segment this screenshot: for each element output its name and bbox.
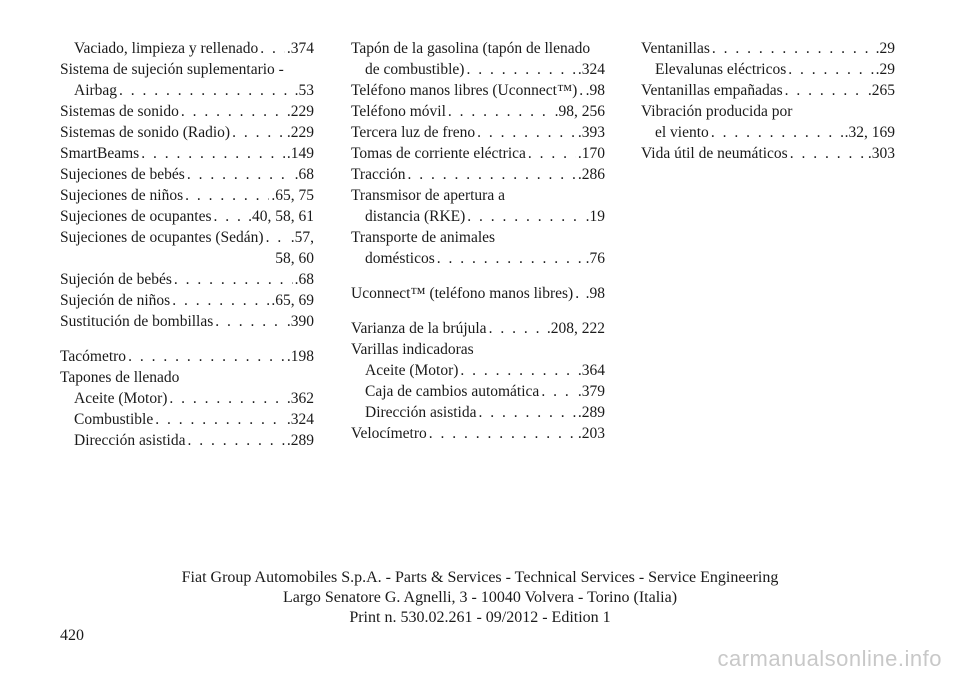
index-entry-term: Sujeciones de niños bbox=[60, 187, 184, 204]
dot-leader bbox=[181, 101, 285, 122]
index-entry bbox=[351, 101, 605, 122]
index-entry bbox=[641, 122, 895, 143]
index-entry bbox=[60, 269, 314, 290]
dot-leader bbox=[489, 318, 545, 339]
dot-leader bbox=[172, 290, 269, 311]
index-entry bbox=[351, 143, 605, 164]
index-entry-page: .76 bbox=[585, 250, 605, 267]
dot-leader bbox=[169, 388, 284, 409]
index-entry bbox=[60, 430, 314, 451]
dot-leader bbox=[128, 346, 285, 367]
index-entry bbox=[60, 143, 314, 164]
index-entry-page: 58, 60 bbox=[275, 250, 314, 267]
index-entry-page: .208, 222 bbox=[546, 320, 605, 337]
index-entry bbox=[60, 206, 314, 227]
index-entry-term: Dirección asistida bbox=[365, 404, 477, 421]
index-entry-term: Sujeciones de bebés bbox=[60, 166, 185, 183]
dot-leader bbox=[141, 143, 285, 164]
index-entry bbox=[351, 318, 605, 339]
index-entry-term: Transmisor de apertura a bbox=[351, 187, 505, 204]
index-entry-term: de combustible) bbox=[365, 61, 465, 78]
index-entry-term: Aceite (Motor) bbox=[74, 390, 168, 407]
footer-line-1: Fiat Group Automobiles S.p.A. - Parts & Services - Technical Services - Service Engineering bbox=[181, 569, 779, 586]
index-entry-page: .229 bbox=[286, 103, 314, 120]
index-entry bbox=[60, 101, 314, 122]
index-entry-page: .324 bbox=[286, 411, 314, 428]
dot-leader bbox=[575, 283, 583, 304]
index-entry-term: Tapón de la gasolina (tapón de llenado bbox=[351, 40, 591, 57]
index-entry-term: Uconnect™ (teléfono manos libres) bbox=[351, 285, 574, 302]
index-entry bbox=[60, 248, 314, 269]
publisher-footer bbox=[0, 568, 960, 628]
index-entry bbox=[351, 283, 605, 304]
index-entry bbox=[351, 206, 605, 227]
index-entry bbox=[60, 311, 314, 332]
index-column-1 bbox=[60, 38, 314, 451]
index-entry-term: Aceite (Motor) bbox=[365, 362, 459, 379]
index-entry bbox=[351, 423, 605, 444]
index-entry bbox=[351, 360, 605, 381]
index-entry bbox=[351, 339, 605, 360]
dot-leader bbox=[232, 122, 285, 143]
index-entry-page: .203 bbox=[577, 425, 605, 442]
index-entry-page: .98 bbox=[585, 285, 605, 302]
index-entry-page: .149 bbox=[286, 145, 314, 162]
dot-leader bbox=[119, 80, 293, 101]
index-entry-term: distancia (RKE) bbox=[365, 208, 466, 225]
index-entry-page: .289 bbox=[577, 404, 605, 421]
index-entry-page: .65, 75 bbox=[271, 187, 314, 204]
index-entry-page: .98 bbox=[585, 82, 605, 99]
index-entry-page: .68 bbox=[294, 271, 314, 288]
index-entry-term: Tomas de corriente eléctrica bbox=[351, 145, 526, 162]
index-entry-term: Sujeciones de ocupantes bbox=[60, 208, 212, 225]
index-entry-term: Sujeción de niños bbox=[60, 292, 171, 309]
index-entry-page: .53 bbox=[294, 82, 314, 99]
index-entry-page: .32, 169 bbox=[844, 124, 895, 141]
index-entry-page: .198 bbox=[286, 348, 314, 365]
dot-leader bbox=[187, 164, 293, 185]
index-entry-term: Ventanillas bbox=[641, 40, 710, 57]
dot-leader bbox=[266, 227, 289, 248]
index-entry bbox=[60, 227, 314, 248]
footer-line-3: Print n. 530.02.261 - 09/2012 - Edition 1 bbox=[349, 609, 611, 626]
dot-leader bbox=[579, 80, 583, 101]
footer-line-2: Largo Senatore G. Agnelli, 3 - 10040 Volvera - Torino (Italia) bbox=[282, 589, 678, 606]
index-entry bbox=[60, 164, 314, 185]
index-entry-term: Caja de cambios automática bbox=[365, 383, 540, 400]
dot-leader bbox=[460, 360, 575, 381]
index-entry-term: Ventanillas empañadas bbox=[641, 82, 783, 99]
index-entry-page: .40, 58, 61 bbox=[248, 208, 314, 225]
index-entry-term: Elevalunas eléctricos bbox=[655, 61, 787, 78]
index-entry bbox=[351, 402, 605, 423]
index-entry-term: el viento bbox=[655, 124, 709, 141]
index-entry bbox=[60, 290, 314, 311]
index-entry bbox=[641, 59, 895, 80]
dot-leader bbox=[408, 164, 576, 185]
index-column-3 bbox=[641, 38, 895, 164]
index-entry-page: .286 bbox=[577, 166, 605, 183]
index-entry-page: .289 bbox=[286, 432, 314, 449]
index-entry-page: .362 bbox=[286, 390, 314, 407]
index-gap bbox=[351, 304, 605, 318]
index-entry bbox=[641, 143, 895, 164]
index-entry-term: Transporte de animales bbox=[351, 229, 496, 246]
index-gap bbox=[351, 269, 605, 283]
dot-leader bbox=[785, 80, 866, 101]
index-entry-term: domésticos bbox=[365, 250, 435, 267]
dot-leader bbox=[448, 101, 553, 122]
page-number: 420 bbox=[60, 627, 84, 644]
index-entry bbox=[60, 346, 314, 367]
index-entry-term: Vida útil de neumáticos bbox=[641, 145, 788, 162]
index-entry bbox=[351, 122, 605, 143]
dot-leader bbox=[790, 143, 866, 164]
index-entry bbox=[641, 38, 895, 59]
index-entry bbox=[351, 164, 605, 185]
index-entry-page: .170 bbox=[577, 145, 605, 162]
index-entry-page: .57, bbox=[290, 229, 314, 246]
dot-leader bbox=[429, 423, 576, 444]
dot-leader bbox=[467, 206, 583, 227]
dot-leader bbox=[214, 206, 247, 227]
index-entry-page: .65, 69 bbox=[271, 292, 314, 309]
index-entry-page: .364 bbox=[577, 362, 605, 379]
index-entry-term: Varianza de la brújula bbox=[351, 320, 487, 337]
index-entry bbox=[60, 409, 314, 430]
dot-leader bbox=[712, 38, 874, 59]
index-entry-page: .303 bbox=[867, 145, 895, 162]
index-entry bbox=[351, 185, 605, 206]
index-entry bbox=[60, 38, 314, 59]
index-entry-page: .68 bbox=[294, 166, 314, 183]
index-entry-term: Combustible bbox=[74, 411, 154, 428]
index-entry bbox=[351, 381, 605, 402]
index-entry-page: .98, 256 bbox=[554, 103, 605, 120]
index-entry bbox=[351, 227, 605, 248]
index-entry-page: .265 bbox=[867, 82, 895, 99]
index-entry-term: Sistemas de sonido (Radio) bbox=[60, 124, 231, 141]
dot-leader bbox=[477, 122, 576, 143]
index-entry-term: Teléfono manos libres (Uconnect™) bbox=[351, 82, 578, 99]
dot-leader bbox=[185, 185, 269, 206]
index-entry-page: .229 bbox=[286, 124, 314, 141]
index-entry-term: Vibración producida por bbox=[641, 103, 793, 120]
index-entry-page: .19 bbox=[585, 208, 605, 225]
index-entry-term: Sujeción de bebés bbox=[60, 271, 172, 288]
index-entry bbox=[351, 80, 605, 101]
dot-leader bbox=[174, 269, 293, 290]
index-entry bbox=[641, 101, 895, 122]
index-entry-page: .29 bbox=[875, 40, 895, 57]
index-entry-page: .374 bbox=[286, 40, 314, 57]
index-entry-term: SmartBeams bbox=[60, 145, 140, 162]
index-entry bbox=[60, 185, 314, 206]
dot-leader bbox=[478, 402, 575, 423]
dot-leader bbox=[541, 381, 576, 402]
index-entry-page: .29 bbox=[875, 61, 895, 78]
index-entry-term: Sujeciones de ocupantes (Sedán) bbox=[60, 229, 264, 246]
dot-leader bbox=[215, 311, 285, 332]
index-entry-page: .324 bbox=[577, 61, 605, 78]
index-entry-term: Airbag bbox=[74, 82, 118, 99]
dot-leader bbox=[187, 430, 284, 451]
index-entry bbox=[60, 122, 314, 143]
index-entry-term: Dirección asistida bbox=[74, 432, 186, 449]
index-entry bbox=[60, 367, 314, 388]
index-entry-term: Tracción bbox=[351, 166, 406, 183]
index-entry-term: Tercera luz de freno bbox=[351, 124, 476, 141]
index-entry-term: Sistemas de sonido bbox=[60, 103, 179, 120]
dot-leader bbox=[260, 38, 285, 59]
index-entry bbox=[60, 59, 314, 80]
index-column-2 bbox=[351, 38, 605, 444]
dot-leader bbox=[528, 143, 576, 164]
index-entry-term: Varillas indicadoras bbox=[351, 341, 474, 358]
dot-leader bbox=[437, 248, 584, 269]
index-entry-term: Tapones de llenado bbox=[60, 369, 180, 386]
index-entry-term: Velocímetro bbox=[351, 425, 427, 442]
index-entry bbox=[641, 80, 895, 101]
watermark: carmanualsonline.info bbox=[717, 646, 942, 671]
index-entry-term: Teléfono móvil bbox=[351, 103, 446, 120]
dot-leader bbox=[711, 122, 843, 143]
index-entry-term: Vaciado, limpieza y rellenado bbox=[74, 40, 259, 57]
index-entry-page: .390 bbox=[286, 313, 314, 330]
index-entry-term: Sistema de sujeción suplementario - bbox=[60, 61, 284, 78]
index-entry bbox=[351, 59, 605, 80]
index-entry bbox=[60, 80, 314, 101]
index-entry-term: Tacómetro bbox=[60, 348, 127, 365]
index-entry bbox=[351, 248, 605, 269]
index-entry-page: .393 bbox=[577, 124, 605, 141]
dot-leader bbox=[466, 59, 575, 80]
dot-leader bbox=[155, 409, 285, 430]
dot-leader bbox=[788, 59, 873, 80]
index-entry bbox=[60, 388, 314, 409]
index-gap bbox=[60, 332, 314, 346]
index-entry bbox=[351, 38, 605, 59]
index-entry-term: Sustitución de bombillas bbox=[60, 313, 214, 330]
index-entry-page: .379 bbox=[577, 383, 605, 400]
